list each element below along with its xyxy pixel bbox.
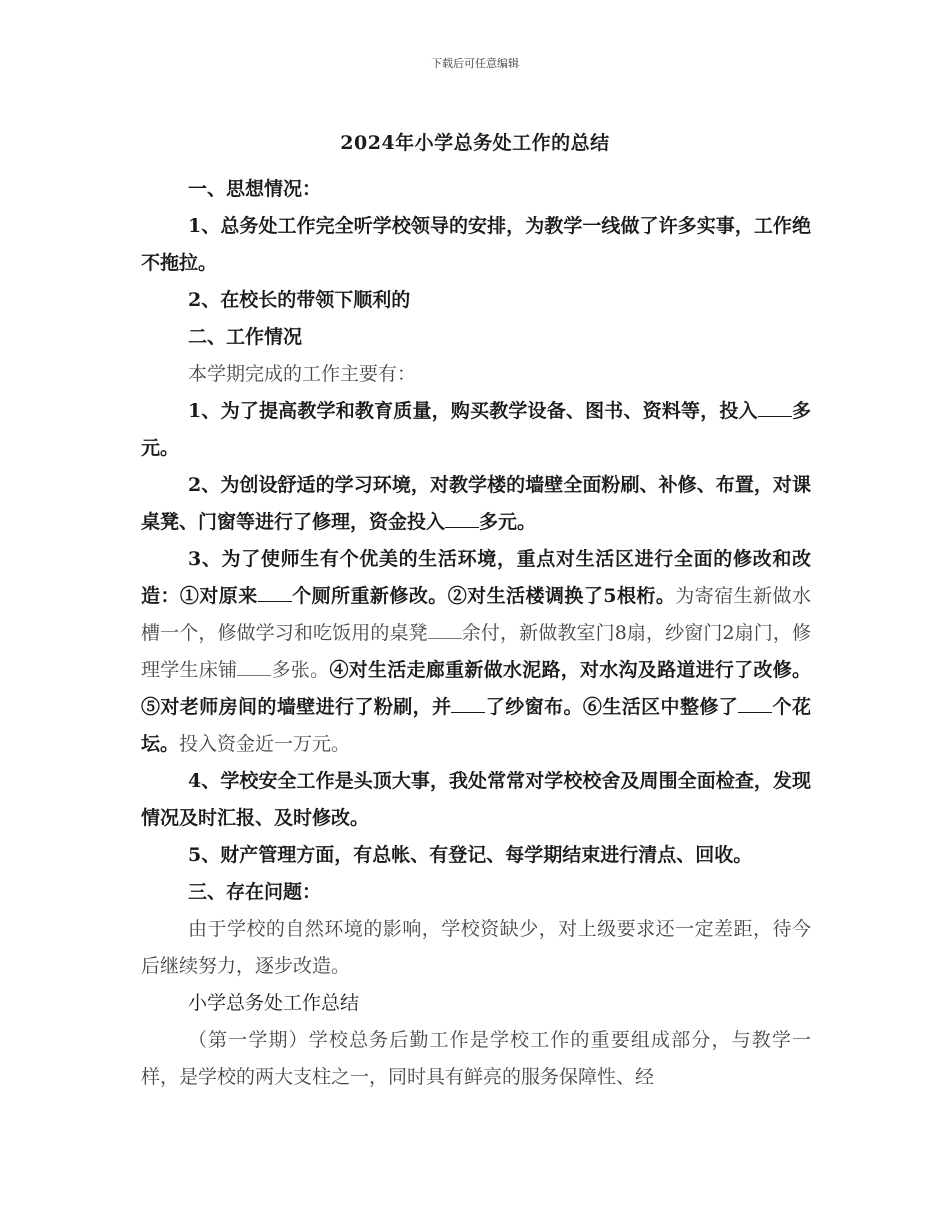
paragraph-2: 2、在校长的带领下顺利的 <box>188 289 411 311</box>
fill-in-blank <box>428 620 462 639</box>
paragraph-5-part-b: 多元。 <box>479 511 537 533</box>
fill-in-blank <box>758 398 792 417</box>
paragraph-4-part-a: 1、为了提高教学和教育质量，购买教学设备、图书、资料等，投入 <box>188 400 758 422</box>
paragraph-6-part-e: 多张。 <box>271 659 330 681</box>
paragraph-6-part-h: 个花坛。 <box>141 696 811 755</box>
fill-in-blank <box>258 583 292 602</box>
paragraph-6-part-c: 为寄宿生新做水槽一个，修做学习和吃饭用的桌凳 <box>141 585 811 644</box>
page-title: 2024年小学总务处工作的总结 <box>340 132 610 154</box>
paragraph-4 <box>141 393 811 467</box>
paragraph-7: 4、学校安全工作是头顶大事，我处常常对学校校舍及周围全面检查，发现情况及时汇报、及时修改。 <box>141 770 811 829</box>
paragraph-6-part-f: ④对生活走廊重新做水泥路，对水沟及路道进行了改修。⑤对老师房间的墙壁进行了粉刷，并 <box>141 659 811 718</box>
paragraph-6 <box>141 541 811 763</box>
fill-in-blank <box>237 657 271 676</box>
paragraph-3: 本学期完成的工作主要有： <box>188 363 417 385</box>
fill-in-blank <box>445 509 479 528</box>
fill-in-blank <box>738 694 772 713</box>
paragraph-5-part-a: 2、为创设舒适的学习环境，对教学楼的墙壁全面粉刷、补修、布置，对课桌凳、门窗等进行了修理，资金投入 <box>141 474 811 533</box>
paragraph-10: （第一学期）学校总务后勤工作是学校工作的重要组成部分，与教学一样，是学校的两大支柱之一，同时具有鲜亮的服务保障性、经 <box>141 1029 811 1088</box>
paragraph-6-part-d: 余付，新做教室门8扇，纱窗门2扇门，修理学生床铺 <box>141 622 811 681</box>
paragraph-6-part-a: 3、为了使师生有个优美的生活环境，重点对生活区进行全面的修改和改造：①对原来 <box>141 548 811 607</box>
paragraph-9: 由于学校的自然环境的影响，学校资缺少，对上级要求还一定差距，待今后继续努力，逐步改造。 <box>141 918 811 977</box>
fill-in-blank <box>451 694 485 713</box>
section-heading-1: 一、思想情况： <box>188 178 322 200</box>
document-body <box>141 171 811 1096</box>
section-heading-3: 三、存在问题： <box>188 881 322 903</box>
paragraph-1: 1、总务处工作完全听学校领导的安排，为教学一线做了许多实事，工作绝不拖拉。 <box>141 215 811 274</box>
header-note: 下载后可任意编辑 <box>431 57 519 70</box>
section-heading-2: 二、工作情况 <box>188 326 303 348</box>
section-heading-4: 小学总务处工作总结 <box>188 992 360 1014</box>
paragraph-8: 5、财产管理方面，有总帐、有登记、每学期结束进行清点、回收。 <box>188 844 753 866</box>
paragraph-6-part-g: 了纱窗布。⑥生活区中整修了 <box>485 696 739 718</box>
paragraph-6-part-b: 个厕所重新修改。②对生活楼调换了5根桁。 <box>291 585 676 607</box>
paragraph-5 <box>141 467 811 541</box>
paragraph-4-part-b: 多元。 <box>141 400 811 459</box>
paragraph-6-part-i: 投入资金近一万元。 <box>179 733 351 755</box>
